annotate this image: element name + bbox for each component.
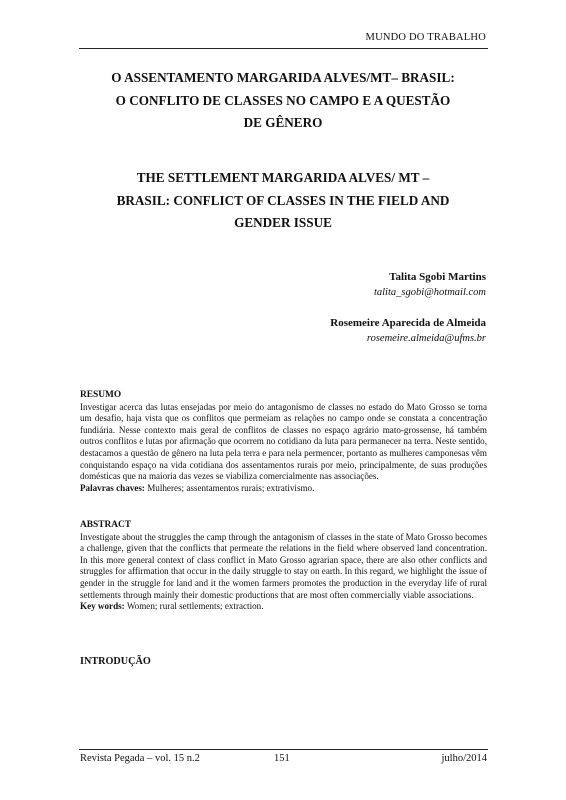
abstract-section xyxy=(80,520,487,613)
author-block xyxy=(330,316,486,346)
abstract-keywords-text: Women; rural settlements; extraction. xyxy=(124,601,264,612)
author-name: Talita Sgobi Martins xyxy=(389,271,486,283)
resumo-section xyxy=(80,390,487,494)
resumo-heading: RESUMO xyxy=(80,390,122,400)
footer-divider xyxy=(79,749,488,750)
title-pt-line-1: O ASSENTAMENTO MARGARIDA ALVES/MT– BRASIL: xyxy=(111,70,455,85)
abstract-keywords-label: Key words: xyxy=(80,601,125,612)
abstract-keywords xyxy=(80,601,487,613)
abstract-body: Investigate about the struggles the camp through the antagonism of classes in the state of Mato Grosso becomes a challenge, given that the conflicts that permeate the relations in the field where observed land concentration. In this more general context of class conflict in Mato Grosso agrarian space, there are also other conflicts and struggles for affirmation that occur in the daily struggle to stay on earth. In this regard, we highlight the issue of gender in the struggle for land and it the women farmers promotes the production in the everyday life of rural settlements through mainly their domestic productions that are most often commercially viable associations. xyxy=(80,531,487,600)
author-block xyxy=(374,270,486,300)
title-portuguese xyxy=(72,67,494,135)
title-pt-line-3: DE GÊNERO xyxy=(243,115,323,130)
resumo-keywords-text: Mulheres; assentamentos rurais; extrativismo. xyxy=(144,482,315,493)
abstract-heading: ABSTRACT xyxy=(80,520,132,530)
resumo-keywords-label: Palavras chaves: xyxy=(80,482,145,493)
footer-date: julho/2014 xyxy=(441,753,487,764)
author-name: Rosemeire Aparecida de Almeida xyxy=(330,317,486,329)
resumo-body: Investigar acerca das lutas ensejadas por meio do antagonismo de classes no estado do Mato Grosso se torna um desafio, haja vista que os conflitos que permeiam as relações no campo onde se constata a concentração fundiária. Nesse contexto mais geral de conflitos de classes no espaço agrário mato-grossense, há também outros conflitos e lutas por afirmação que ocorrem no cotidiano da luta para permanecer na terra. Neste sentido, destacamos a questão de gênero na luta pela terra e para nela permencer, portanto as mulheres camponesas vêm conquistando espaço na vida cotidiana dos assentamentos rurais por meio, principalmente, de suas produções domésticas que na maioria das vezes se viabiliza comercialmente nas associações. xyxy=(80,401,487,482)
title-en-line-2: BRASIL: CONFLICT OF CLASSES IN THE FIELD AND xyxy=(116,192,450,208)
footer-page-number: 151 xyxy=(274,753,290,764)
author-email[interactable]: talita_sgobi@hotmail.com xyxy=(373,287,486,298)
title-pt-line-2: O CONFLITO DE CLASSES NO CAMPO E A QUESTÃO xyxy=(115,92,451,108)
title-english xyxy=(72,167,494,235)
header-divider xyxy=(79,48,488,49)
introduction-heading: INTRODUÇÃO xyxy=(80,656,151,667)
running-header: MUNDO DO TRABALHO xyxy=(365,32,486,43)
resumo-keywords xyxy=(80,483,487,495)
footer-journal: Revista Pegada – vol. 15 n.2 xyxy=(80,753,200,764)
title-en-line-1: THE SETTLEMENT MARGARIDA ALVES/ MT – xyxy=(136,170,430,185)
page-footer xyxy=(80,753,487,764)
title-en-line-3: GENDER ISSUE xyxy=(234,215,332,230)
author-email[interactable]: rosemeire.almeida@ufms.br xyxy=(366,333,486,344)
